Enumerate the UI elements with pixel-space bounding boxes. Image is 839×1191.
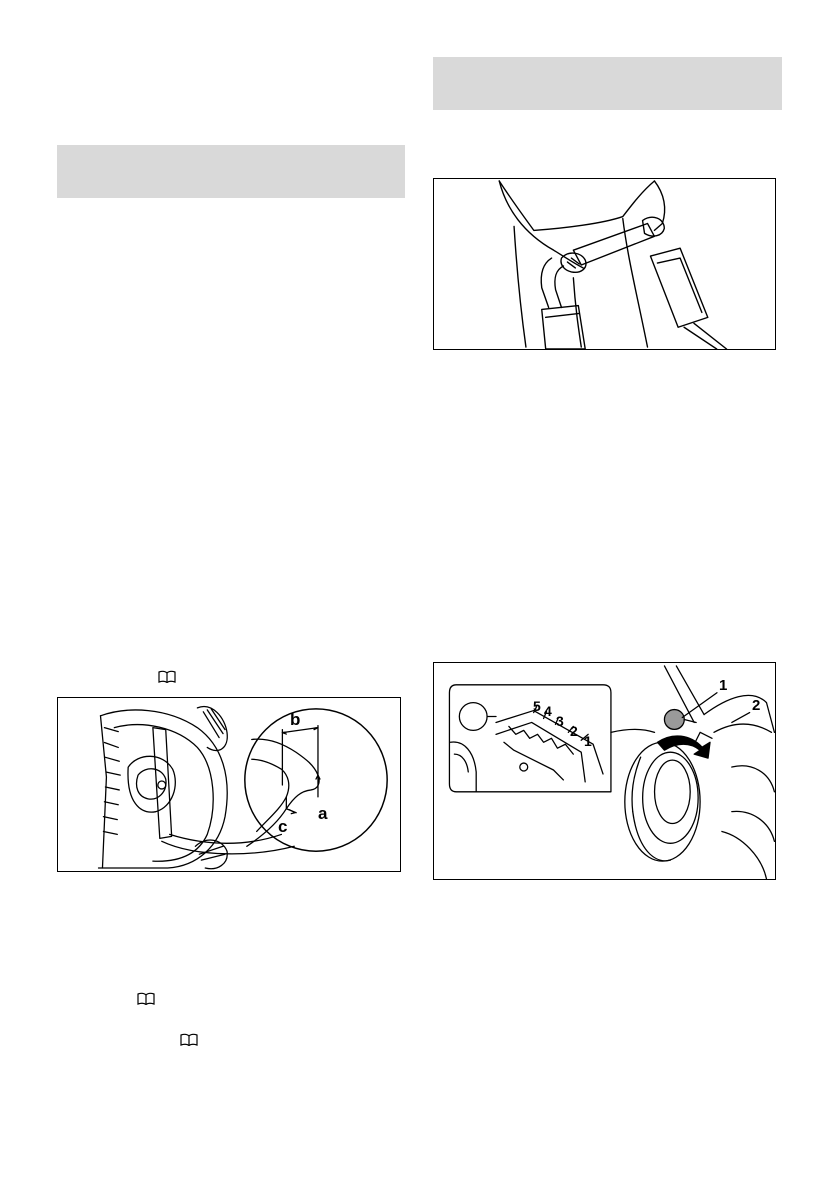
figure-operator-handlebar xyxy=(433,178,776,350)
book-icon xyxy=(137,992,155,1005)
book-icon xyxy=(158,670,176,683)
main-number-2: 2 xyxy=(752,697,761,714)
label-b: b xyxy=(290,710,301,729)
figure-cutting-height-adjustment xyxy=(433,662,776,880)
main-number-1: 1 xyxy=(719,677,728,694)
inset-number-2: 2 xyxy=(570,723,578,739)
inset-number-4: 4 xyxy=(544,703,552,719)
inset-number-3: 3 xyxy=(556,713,564,729)
figure-blade-measurement xyxy=(57,697,401,872)
inset-number-5: 5 xyxy=(533,698,541,714)
inset-number-1: 1 xyxy=(584,733,592,749)
label-c: c xyxy=(278,817,288,836)
section-header-bar-right xyxy=(433,57,782,110)
section-header-bar-left xyxy=(57,145,405,198)
label-a: a xyxy=(318,804,328,823)
book-icon xyxy=(180,1033,198,1046)
